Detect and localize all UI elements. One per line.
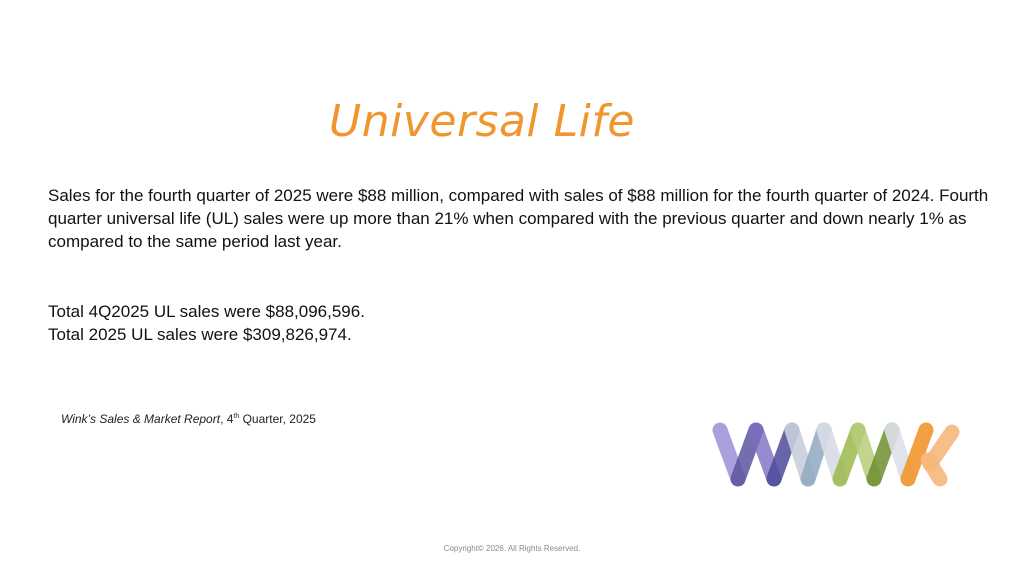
source-superscript: th: [233, 413, 240, 420]
wink-logo-icon: [708, 416, 968, 492]
source-citation: [61, 412, 316, 426]
source-rest: Quarter, 2025: [239, 412, 316, 426]
total-quarter-sales: Total 4Q2025 UL sales were $88,096,596.: [48, 302, 365, 321]
logo-stroke: [928, 460, 940, 479]
slide-title: Universal Life: [329, 96, 635, 147]
copyright-footer: Copyright© 2026. All Rights Reserved.: [443, 544, 581, 553]
total-year-sales: Total 2025 UL sales were $309,826,974.: [48, 325, 352, 344]
summary-paragraph: Sales for the fourth quarter of 2025 were $88 million, compared with sales of $88 million for the fourth quarter of 2024. Fourth quarter universal life (UL) sales were up more than 21% when compared with the previous quarter and down nearly 1% as compared to the same period last year.: [48, 186, 989, 251]
totals-block: [48, 300, 365, 346]
source-report-name: Wink’s Sales & Market Report: [61, 412, 221, 426]
source-comma: , 4: [220, 412, 234, 426]
